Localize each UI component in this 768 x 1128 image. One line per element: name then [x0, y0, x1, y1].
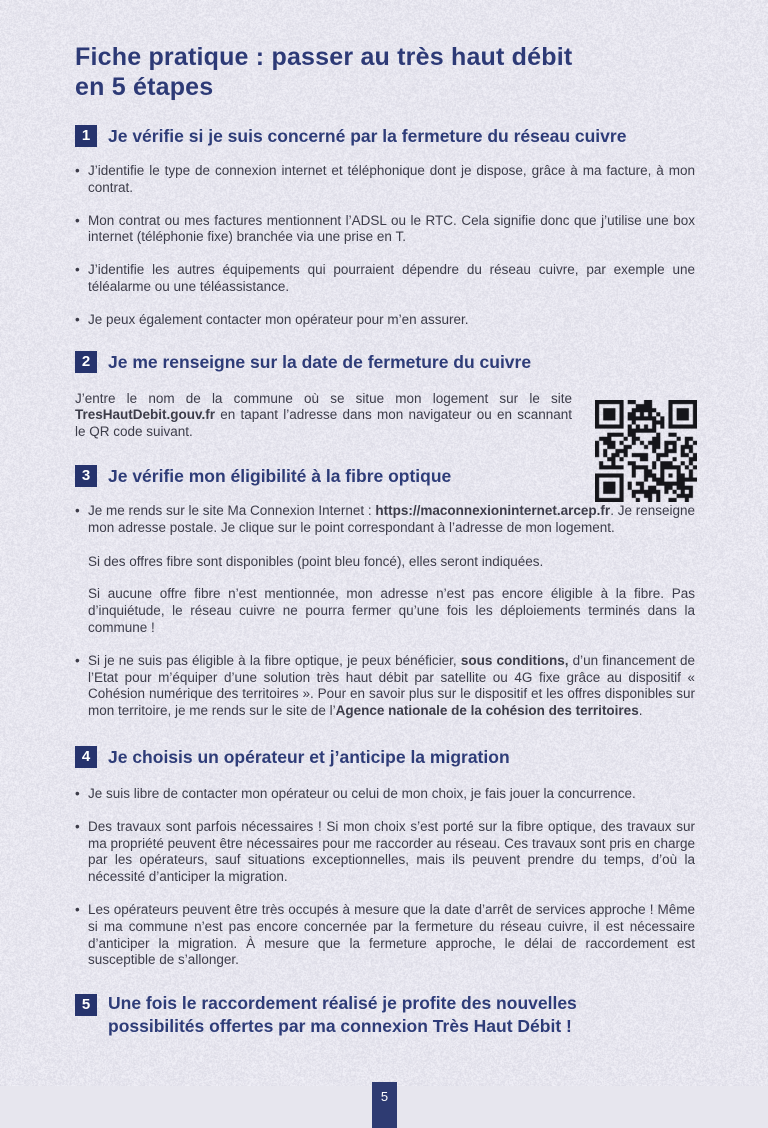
text-segment: Si des offres fibre sont disponibles (point bleu foncé), elles seront indiquées.: [88, 553, 544, 569]
text-segment: Mon contrat ou mes factures mentionnent l’ADSL ou le RTC. Cela signifie donc que j’utilise une box internet (téléphonie fixe) branchée via une prise en T.: [88, 212, 695, 245]
section-3-heading-text: Je vérifie mon éligibilité à la fibre optique: [108, 465, 452, 486]
text-segment: .: [638, 703, 643, 719]
section-4-number-badge: 4: [75, 746, 97, 768]
text-segment: Les opérateurs peuvent être très occupés à mesure que la date d’arrêt de services approche ! Même si ma commune n’est pas encore concernée par la fermeture du réseau cuivre, il est nécessaire d’anticiper la migration. À mesure que la fermeture approche, le délai de raccordement est susceptible de s’allonger.: [88, 901, 695, 968]
section-2-heading-text: Je me renseigne sur la date de fermeture du cuivre: [108, 351, 532, 372]
text-segment: J’entre le nom de la commune où se situe mon logement sur le site: [75, 390, 572, 406]
text-segment: Je me rends sur le site Ma Connexion Internet :: [88, 502, 376, 518]
paragraph: [88, 819, 695, 886]
paragraph: [88, 163, 695, 197]
paragraph: [88, 586, 695, 636]
inline-link[interactable]: https://maconnexioninternet.arcep.fr: [375, 502, 611, 518]
bullet-icon: •: [75, 262, 80, 278]
section-1-number-badge: 1: [75, 125, 97, 147]
list-item: [75, 554, 695, 571]
text-segment: Si je ne suis pas éligible à la fibre optique, je peux bénéficier,: [88, 652, 461, 668]
text-segment: Je suis libre de contacter mon opérateur ou celui de mon choix, je fais jouer la concurrence.: [88, 785, 636, 801]
text-segment: Agence nationale de la cohésion des territoires: [335, 703, 639, 719]
bullet-icon: •: [75, 901, 80, 917]
text-segment: Des travaux sont parfois nécessaires ! Si mon choix s’est porté sur la fibre optique, des travaux sur ma propriété peuvent être nécessaires pour me raccorder au réseau. Ces travaux sont pris en charge par les opérateurs, sauf situations exceptionnelles, mais ils peuvent prendre du temps, d’où la nécessité d’anticiper la migration.: [88, 818, 695, 885]
document-page: [0, 42, 768, 1128]
paragraph: [88, 213, 695, 247]
section-2-heading: [75, 351, 695, 373]
text-segment: J’identifie les autres équipements qui pourraient dépendre du réseau cuivre, par exemple une téléalarme ou une téléassistance.: [88, 262, 695, 294]
list-item: [75, 213, 695, 247]
page-title: [75, 42, 695, 102]
list-item: [75, 902, 695, 969]
text-segment: d’un financement de l’Etat pour m’équiper d’une solution très haut débit par satellite ou 4G fixe grâce au dispositif « Cohésion numérique des territoires ». Pour en savoir plus sur le dispositif et les offres disponibles sur mon territoire, je me rends sur le site de l’: [88, 652, 695, 719]
section-4-heading: [75, 746, 695, 768]
bullet-icon: •: [75, 785, 80, 801]
page-number-badge: [372, 1082, 397, 1128]
section-1-heading-text: Je vérifie si je suis concerné par la fermeture du réseau cuivre: [108, 126, 627, 146]
paragraph: [88, 902, 695, 969]
section-4-heading-text: Je choisis un opérateur et j’anticipe la migration: [108, 746, 510, 767]
paragraph: [88, 554, 695, 571]
inline-link[interactable]: TresHautDebit.gouv.fr: [75, 407, 216, 423]
section-3-number-badge: 3: [75, 465, 97, 487]
paragraph: [88, 312, 695, 329]
list-item: [75, 586, 695, 636]
list-item: [75, 503, 695, 537]
bullet-icon: •: [75, 212, 80, 228]
text-segment: en tapant l’adresse dans mon navigateur ou en scannant le QR code suivant.: [75, 407, 572, 440]
bullet-icon: •: [75, 652, 80, 668]
bullet-icon: •: [75, 818, 80, 834]
paragraph: [88, 262, 695, 296]
bullet-icon: •: [75, 502, 80, 518]
bullet-icon: •: [75, 163, 80, 178]
list-item: [75, 819, 695, 886]
text-segment: Je peux également contacter mon opérateur pour m’en assurer.: [88, 311, 469, 327]
paragraph: [88, 653, 695, 720]
section-5-heading: [75, 992, 695, 1038]
paragraph: [75, 391, 572, 441]
list-item: [75, 786, 695, 803]
section-1-heading: [75, 125, 695, 147]
list-item: [75, 312, 695, 329]
page-title-line1: Fiche pratique : passer au très haut débit: [75, 43, 573, 71]
page-title-line2: en 5 étapes: [75, 73, 214, 101]
text-segment: Si aucune offre fibre n’est mentionnée, mon adresse n’est pas encore éligible à la fibre. Pas d’inquiétude, le réseau cuivre ne pourra fermer qu’une fois les déploiements terminés dans la commune !: [88, 586, 695, 635]
section-5-heading-text: Une fois le raccordement réalisé je profite des nouvelles possibilités offertes par ma connexion Très Haut Débit !: [108, 993, 577, 1037]
paragraph: [88, 786, 695, 803]
bullet-icon: •: [75, 311, 80, 327]
section-2-number-badge: 2: [75, 351, 97, 373]
list-item: [75, 262, 695, 296]
text-segment: sous conditions,: [460, 652, 569, 668]
list-item: [75, 653, 695, 720]
page-number: 5: [380, 1089, 389, 1104]
text-segment: . Je renseigne mon adresse postale. Je clique sur le point correspondant à l’adresse de mon logement.: [88, 502, 695, 535]
qr-code: [595, 400, 697, 502]
section-5-number-badge: 5: [75, 994, 97, 1016]
paragraph: [88, 503, 695, 537]
list-item: [75, 163, 695, 197]
text-segment: J’identifie le type de connexion internet et téléphonique dont je dispose, grâce à ma facture, à mon contrat.: [88, 163, 695, 195]
